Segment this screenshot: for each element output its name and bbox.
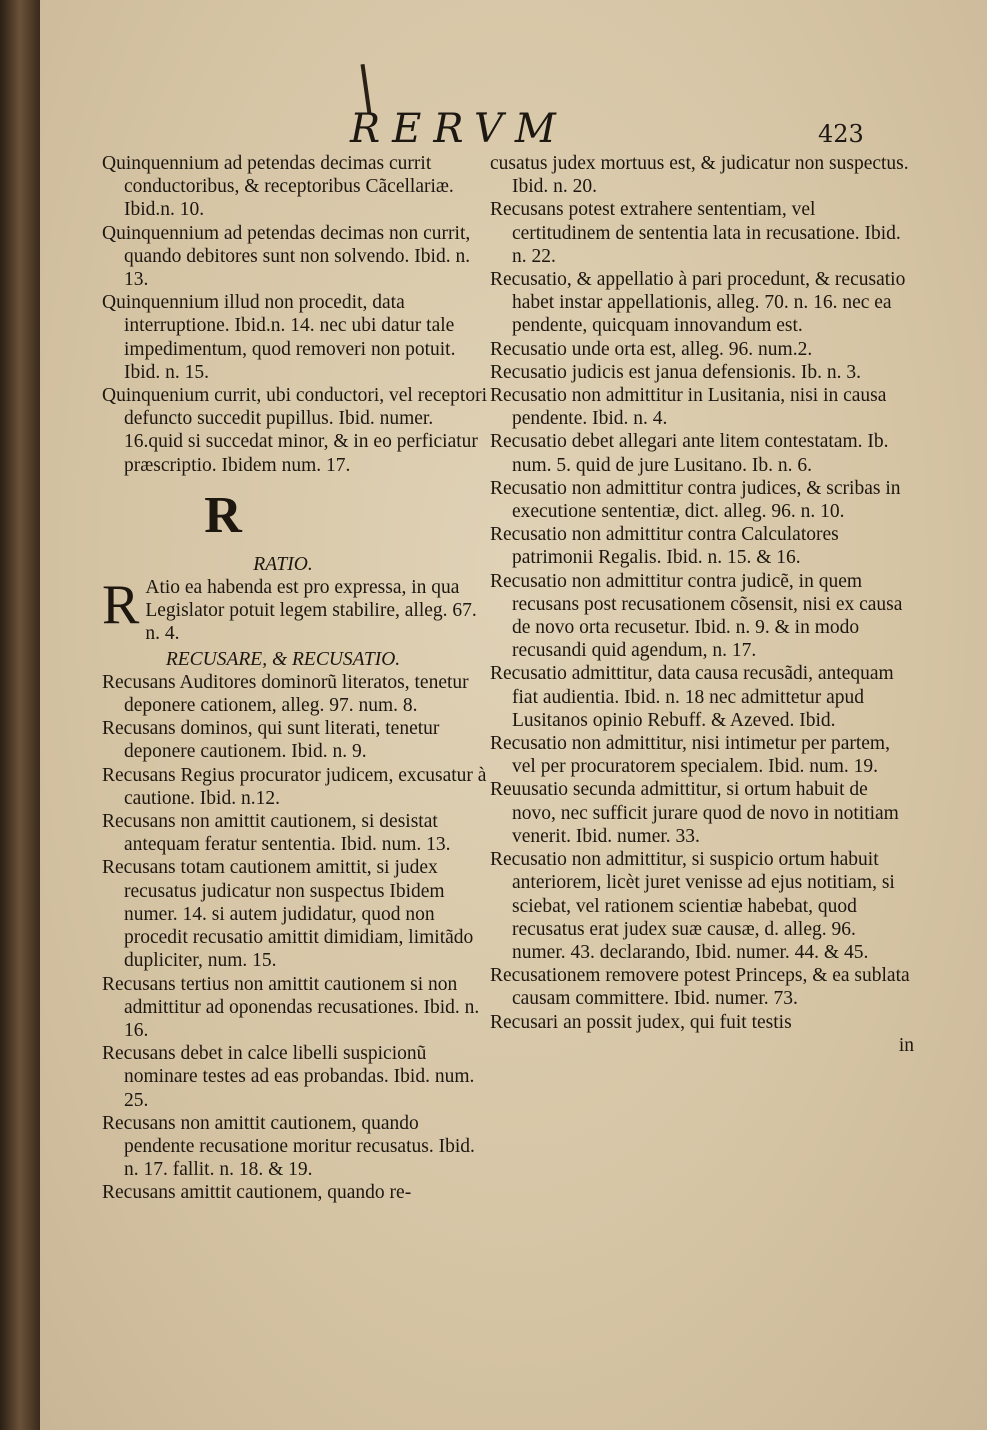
index-entry: Recusatio non admittitur, si suspicio ortum habuit anteriorem, licèt juret venisse ad ejus notitiam, si sciebat, vel rationem scientiæ habebat, quod recusatus erat judex suæ causæ, d. alleg. 96. numer. 43. declarando, Ibid. numer. 44. & 45. [490, 849, 895, 963]
index-entry: Recusatio non admittitur contra judicẽ, in quem recusans post recusationem cõsensit, nisi ex causa de novo orta recusetur. Ibid. n. 9. & in modo recusandi quid agendum, n. 17. [490, 570, 903, 662]
section-letter: R [204, 486, 242, 544]
index-entry: Recusatio, & appellatio à pari procedunt, & recusatio habet instar appellationis, alleg. 70. n. 16. nec ea pendente, quicquam innovandum est. [490, 269, 906, 337]
index-entry: Recusans tertius non amittit cautionem si non admittitur ad oponendas recusationes. Ibid. n. 16. [102, 973, 480, 1041]
ratio-text: Atio ea habenda est pro expressa, in qua Legislator potuit legem stabilire, alleg. 67. n. 4. [145, 577, 477, 645]
section-heading-recusare: RECUSARE, & RECUSATIO. [165, 648, 401, 670]
index-entry: cusatus judex mortuus est, & judicatur non suspectus. Ibid. n. 20. [490, 153, 909, 198]
index-entry: Quinquenium currit, ubi conductori, vel receptori defuncto succedit pupillus. Ibid. numer. 16.quid si succedat minor, & in eo perficiatur præscriptio. Ibidem num. 17. [102, 385, 488, 476]
index-entry: Recusationem removere potest Princeps, & ea sublata causam committere. Ibid. numer. 73. [490, 965, 910, 1010]
index-entry: Quinquennium illud non procedit, data interruptione. Ibid.n. 14. nec ubi datur tale impedimentum, quod removeri non potuit. Ibid. n. 15. [102, 292, 456, 383]
index-entry: Recusans debet in calce libelli suspicionũ nominare testes ad eas probandas. Ibid. num. 25. [102, 1043, 475, 1111]
index-entry: Recusans potest extrahere sententiam, vel certitudinem de sententia lata in recusatione. Ibid. n. 22. [490, 199, 901, 267]
book-page [40, 0, 987, 1430]
index-entry: Quinquennium ad petendas decimas non currit, quando debitores sunt non solvendo. Ibid. n. 13. [102, 222, 471, 291]
index-entry: Recusatio non admittitur, nisi intimetur per partem, vel per procuratorem specialem. Ibid. num. 19. [490, 733, 890, 778]
index-entry: Quinquennium ad petendas decimas currit conductoribus, & receptoribus Cãcellariæ. Ibid.n. 10. [102, 153, 454, 221]
previous-page-edge [0, 0, 40, 1430]
running-title: RERVM [350, 106, 568, 152]
index-entry: Recusatio judicis est janua defensionis. Ib. n. 3. [490, 361, 861, 383]
index-entry: Recusari an possit judex, qui fuit testis [490, 1011, 792, 1033]
index-entry: Recusans Regius procurator judicem, excusatur à cautione. Ibid. n.12. [102, 764, 487, 809]
page-number: 423 [818, 120, 864, 148]
running-header [40, 106, 987, 156]
index-entry: Recusans totam cautionem amittit, si judex recusatus judicatur non suspectus Ibidem numer. 14. si autem judidatur, quod non procedit recusatio amittit dimidiam, limitãdo dupliciter, num. 15. [102, 857, 474, 972]
index-entry: Recusans amittit cautionem, quando re- [102, 1182, 412, 1204]
index-entry: Recusatio non admittitur in Lusitania, nisi in causa pendente. Ibid. n. 4. [490, 385, 887, 430]
index-entry: Recusans Auditores dominorũ literatos, tenetur deponere cationem, alleg. 97. num. 8. [102, 671, 469, 717]
right-column [490, 152, 914, 1057]
index-entry: Reuusatio secunda admittitur, si ortum habuit de novo, nec sufficit jurare quod de novo in notitiam venerit. Ibid. numer. 33. [490, 779, 899, 847]
index-entry: Recusans non amittit cautionem, si desistat antequam feratur sententia. Ibid. num. 13. [102, 811, 451, 856]
index-entry: Recusans non amittit cautionem, quando pendente recusatione moritur recusatus. Ibid. n. 17. fallit. n. 18. & 19. [102, 1112, 475, 1181]
index-entry: Recusans dominos, qui sunt literati, tenetur deponere cautionem. Ibid. n. 9. [102, 718, 440, 763]
section-heading-ratio: RATIO. [253, 553, 313, 575]
index-entry: Recusatio non admittitur contra Calculatores patrimonii Regalis. Ibid. n. 15. & 16. [490, 524, 839, 569]
index-entry: Recusatio non admittitur contra judices, & scribas in executione sententiæ, dict. alleg. 96. n. 10. [490, 477, 901, 523]
index-entry: Recusatio debet allegari ante litem contestatam. Ib. num. 5. quid de jure Lusitano. Ib. n. 6. [490, 431, 889, 476]
index-entry: Recusatio admittitur, data causa recusãdi, antequam fiat audientia. Ibid. n. 18 nec admittetur apud Lusitanos opinio Rebuff. & Azeved. Ibid. [490, 663, 894, 731]
index-entry: Recusatio unde orta est, alleg. 96. num.2. [490, 338, 813, 360]
ratio-entry [102, 576, 494, 646]
drop-cap: R [102, 574, 140, 637]
catchword: in [898, 1034, 914, 1056]
left-column [102, 152, 494, 1205]
